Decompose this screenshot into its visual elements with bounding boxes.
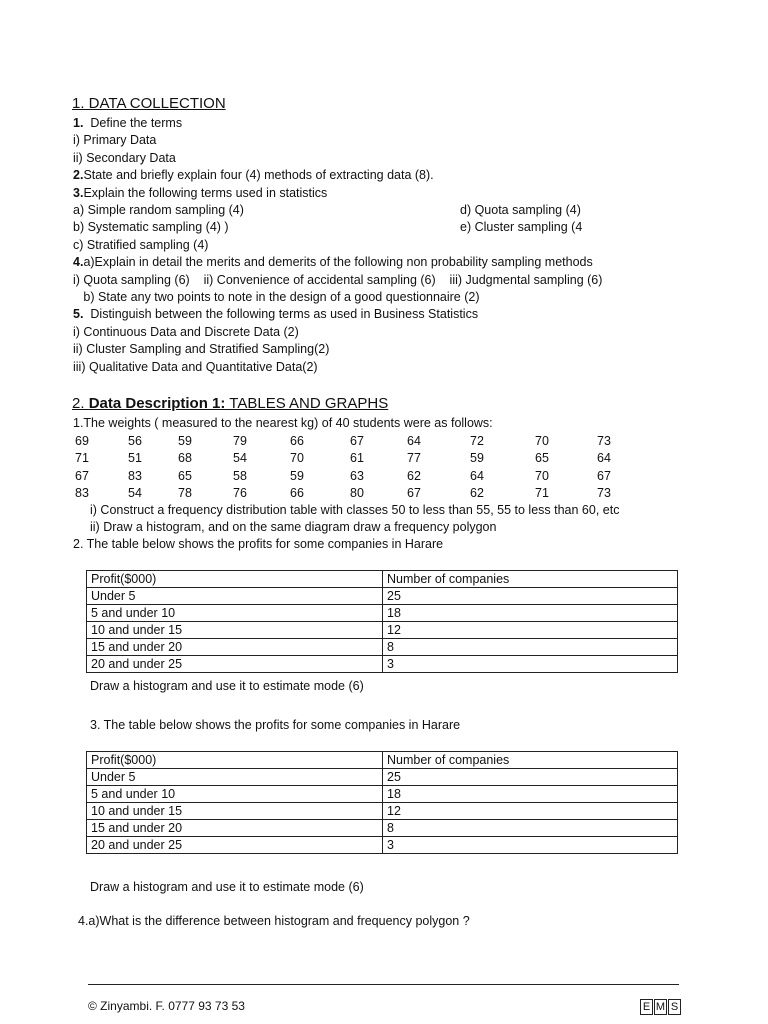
table-cell: 15 and under 20	[87, 820, 383, 837]
table-cell: Number of companies	[383, 571, 678, 588]
table-row	[87, 588, 678, 605]
weight-value: 70	[290, 451, 304, 466]
table-cell: 20 and under 25	[87, 837, 383, 854]
profit-table-1	[86, 570, 678, 673]
table-cell: 25	[383, 588, 678, 605]
weight-value: 54	[128, 486, 142, 501]
table-row	[87, 752, 678, 769]
weight-value: 68	[178, 451, 192, 466]
table-row	[87, 571, 678, 588]
weight-value: 64	[407, 434, 421, 448]
table-row	[87, 622, 678, 639]
question-2-1-ii: ii) Draw a histogram, and on the same diagram draw a frequency polygon	[90, 520, 497, 534]
weight-value: 83	[128, 468, 142, 483]
weight-value: 67	[597, 468, 611, 483]
weight-value: 70	[535, 468, 549, 483]
table-cell: 12	[383, 622, 678, 639]
weight-value: 71	[535, 486, 549, 501]
weight-value: 80	[350, 486, 364, 501]
section-1-title: DATA COLLECTION	[84, 95, 226, 112]
section-1-line	[73, 254, 593, 271]
table-cell: 3	[383, 656, 678, 673]
question-text: b) State any two points to note in the design of a good questionnaire (2)	[73, 290, 480, 304]
item-cluster-sampling: e) Cluster sampling (4	[460, 220, 583, 234]
table-cell: 10 and under 15	[87, 622, 383, 639]
table-cell: 20 and under 25	[87, 656, 383, 673]
section-1-number: 1.	[72, 95, 85, 112]
weight-value: 73	[597, 434, 611, 448]
weight-value: 83	[75, 486, 89, 501]
question-text: b) Systematic sampling (4) )	[73, 220, 229, 235]
weight-value: 54	[233, 451, 247, 466]
question-2-3-note: Draw a histogram and use it to estimate mode (6)	[90, 880, 364, 894]
table-cell: Under 5	[87, 588, 383, 605]
weight-value: 64	[597, 451, 611, 466]
section-1-line	[73, 219, 229, 236]
question-text: iii) Qualitative Data and Quantitative Data(2)	[73, 359, 318, 374]
question-2-3: 3. The table below shows the profits for some companies in Harare	[90, 718, 461, 732]
weight-value: 62	[407, 468, 421, 483]
table-cell: 12	[383, 803, 678, 820]
section-1-line	[73, 306, 478, 323]
section-2-title-bold: Data Description 1:	[88, 395, 226, 412]
question-2-1: 1.The weights ( measured to the nearest kg) of 40 students were as follows:	[73, 416, 493, 430]
table-cell: Number of companies	[383, 752, 678, 769]
question-text: ii) Secondary Data	[73, 150, 176, 165]
table-row	[87, 656, 678, 673]
logo-letter-s: S	[668, 999, 681, 1015]
question-number: 3.	[73, 185, 84, 200]
section-1-line	[73, 341, 329, 358]
weight-value: 66	[290, 434, 304, 448]
profit-table-2	[86, 751, 678, 854]
question-text: Distinguish between the following terms as used in Business Statistics	[83, 307, 479, 322]
question-text: ii) Cluster Sampling and Stratified Sampling(2)	[73, 342, 330, 357]
weight-value: 63	[350, 468, 364, 483]
question-text: State and briefly explain four (4) methods of extracting data (8).	[83, 168, 434, 183]
weight-value: 70	[535, 434, 549, 448]
question-text: Explain the following terms used in statistics	[83, 185, 328, 200]
table-cell: 5 and under 10	[87, 605, 383, 622]
table-row	[87, 769, 678, 786]
weight-value: 72	[470, 434, 484, 448]
question-number: 1.	[73, 116, 84, 130]
section-2-number: 2.	[72, 395, 89, 412]
weight-value: 69	[75, 434, 89, 448]
question-number: 4.	[73, 255, 84, 270]
footer-divider	[88, 984, 679, 985]
weight-value: 59	[470, 451, 484, 466]
weight-value: 56	[128, 434, 142, 448]
table-cell: 18	[383, 605, 678, 622]
question-number: 2.	[73, 168, 84, 183]
table-cell: 25	[383, 769, 678, 786]
weight-value: 51	[128, 451, 142, 466]
section-1-line	[73, 115, 182, 132]
weight-value: 71	[75, 451, 89, 466]
weight-value: 77	[407, 451, 421, 466]
table-row	[87, 605, 678, 622]
item-quota-sampling: d) Quota sampling (4)	[460, 203, 581, 217]
section-1-line	[73, 132, 156, 149]
section-2-title-rest: TABLES AND GRAPHS	[225, 395, 389, 412]
question-text: a) Simple random sampling (4)	[73, 203, 244, 217]
weight-value: 62	[470, 486, 484, 501]
table-cell: Under 5	[87, 769, 383, 786]
section-1-line	[73, 272, 602, 289]
section-1-line	[73, 237, 208, 254]
section-1-line	[73, 167, 434, 184]
section-1-heading	[72, 95, 226, 112]
weight-value: 64	[470, 468, 484, 483]
question-number: 5.	[73, 307, 84, 322]
table-cell: 15 and under 20	[87, 639, 383, 656]
table-cell: 5 and under 10	[87, 786, 383, 803]
table-cell: 10 and under 15	[87, 803, 383, 820]
section-1-line	[73, 185, 327, 202]
question-2-2-note: Draw a histogram and use it to estimate mode (6)	[90, 679, 364, 693]
table-cell: 18	[383, 786, 678, 803]
weight-value: 65	[535, 451, 549, 466]
weight-value: 79	[233, 434, 247, 448]
table-row	[87, 786, 678, 803]
table-cell: Profit($000)	[87, 752, 383, 769]
weight-value: 61	[350, 451, 364, 466]
section-2-heading	[72, 395, 388, 412]
logo-letter-e: E	[640, 999, 653, 1015]
table-cell: 8	[383, 820, 678, 837]
section-1-line	[73, 150, 176, 167]
weight-value: 73	[597, 486, 611, 501]
weight-value: 78	[178, 486, 192, 501]
weight-value: 67	[407, 486, 421, 501]
footer-copyright: © Zinyambi. F. 0777 93 73 53	[88, 999, 245, 1013]
weight-value: 76	[233, 486, 247, 501]
section-1-line	[73, 359, 318, 376]
weight-value: 58	[233, 468, 247, 483]
question-2-1-i: i) Construct a frequency distribution table with classes 50 to less than 55, 55 to less than 60, etc	[90, 503, 620, 517]
question-text: i) Primary Data	[73, 133, 157, 148]
section-1-line	[73, 202, 244, 219]
question-text: i) Quota sampling (6) ii) Convenience of accidental sampling (6) iii) Judgmental sampling (6)	[73, 272, 603, 287]
question-2-2: 2. The table below shows the profits for some companies in Harare	[73, 537, 444, 551]
weight-value: 59	[178, 434, 192, 448]
section-1-line	[73, 324, 299, 341]
section-1-line	[73, 289, 480, 306]
weight-value: 66	[290, 486, 304, 501]
table-cell: Profit($000)	[87, 571, 383, 588]
question-2-4: 4.a)What is the difference between histogram and frequency polygon ?	[78, 914, 470, 928]
question-text: a)Explain in detail the merits and demerits of the following non probability sampling methods	[83, 255, 593, 270]
table-cell: 8	[383, 639, 678, 656]
question-text: c) Stratified sampling (4)	[73, 237, 209, 252]
question-text: Define the terms	[83, 116, 183, 130]
table-row	[87, 820, 678, 837]
table-cell: 3	[383, 837, 678, 854]
table-row	[87, 837, 678, 854]
weight-value: 65	[178, 468, 192, 483]
question-text: i) Continuous Data and Discrete Data (2)	[73, 324, 299, 339]
weight-value: 59	[290, 468, 304, 483]
weight-value: 67	[75, 468, 89, 483]
weight-value: 67	[350, 434, 364, 448]
table-row	[87, 639, 678, 656]
table-row	[87, 803, 678, 820]
ems-logo	[640, 999, 681, 1015]
logo-letter-m: M	[655, 1001, 666, 1013]
